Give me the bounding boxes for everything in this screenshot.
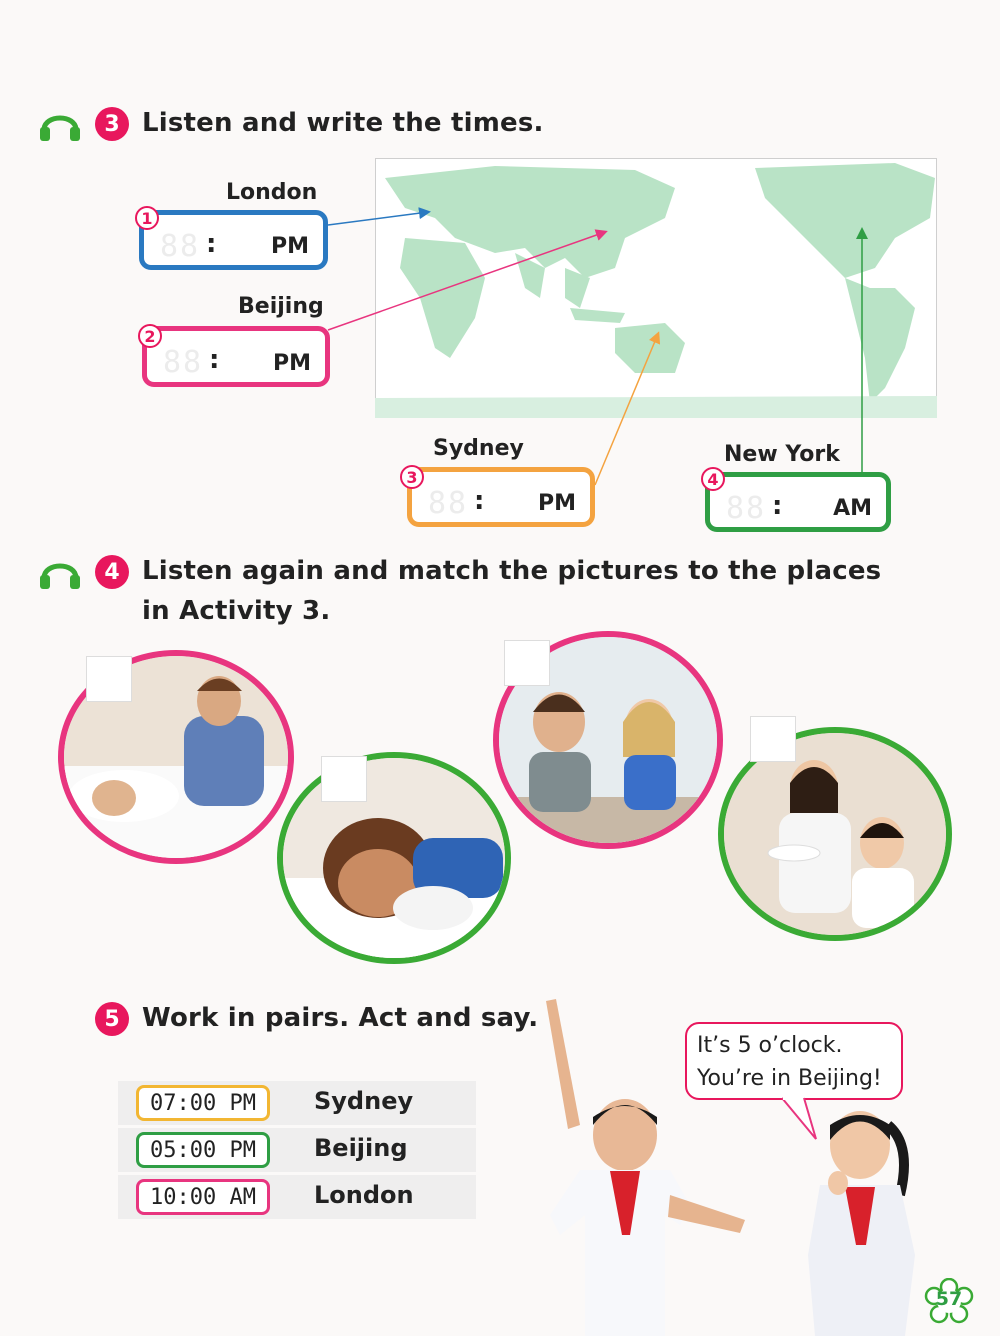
london-clock[interactable]: [139, 210, 328, 270]
sydney-clock-hours: 88: [428, 486, 469, 521]
newyork-clock-hours: 88: [726, 491, 767, 526]
photo-sleeping: [277, 752, 511, 964]
beijing-clock[interactable]: [142, 326, 330, 387]
sydney-arrow: [595, 334, 658, 485]
beijing-clock-hours: 88: [163, 345, 204, 380]
beijing-label: Beijing: [238, 294, 324, 319]
london-arrow: [328, 212, 428, 225]
sydney-label: Sydney: [433, 436, 524, 461]
photo-sleeping-art: [283, 758, 505, 958]
newyork-label: New York: [724, 442, 840, 467]
speech-line-1: It’s 5 o’clock.: [697, 1033, 843, 1058]
photo-dinner-art: [724, 733, 946, 935]
headphones-icon: [38, 556, 82, 590]
newyork-clock-ampm: AM: [833, 496, 872, 521]
beijing-clock-ampm: PM: [272, 351, 311, 376]
activity-5-badge: 5: [95, 1002, 129, 1036]
clock-3-badge: 3: [400, 465, 424, 489]
answer-box-photo-1[interactable]: [86, 656, 132, 702]
sydney-clock[interactable]: [407, 467, 595, 527]
london-time: 10:00 AM: [136, 1179, 270, 1215]
sydney-time: 07:00 PM: [136, 1085, 270, 1121]
activity-3-instruction: Listen and write the times.: [142, 108, 544, 138]
clock-1-badge: 1: [135, 206, 159, 230]
activity-4-instruction-line1: Listen again and match the pictures to the places: [142, 556, 882, 586]
sydney-clock-colon: :: [474, 486, 485, 516]
speech-line-2: You’re in Beijing!: [697, 1066, 882, 1091]
newyork-clock-colon: :: [772, 491, 783, 521]
page-number: 57: [935, 1288, 963, 1310]
activity-4-badge: 4: [95, 555, 129, 589]
table-row: [118, 1081, 476, 1125]
answer-box-photo-2[interactable]: [321, 756, 367, 802]
beijing-clock-colon: :: [209, 345, 220, 375]
beijing-arrow: [328, 232, 605, 330]
london-city: London: [314, 1181, 414, 1209]
activity-3-badge: 3: [95, 107, 129, 141]
activity-4-instruction-line2: in Activity 3.: [142, 596, 331, 626]
beijing-time: 05:00 PM: [136, 1132, 270, 1168]
london-label: London: [226, 180, 318, 205]
london-clock-hours: 88: [160, 229, 201, 264]
answer-box-photo-3[interactable]: [504, 640, 550, 686]
london-clock-ampm: PM: [270, 234, 309, 259]
clock-2-badge: 2: [138, 324, 162, 348]
newyork-clock[interactable]: [705, 472, 891, 532]
children-illustration: [540, 995, 940, 1336]
london-clock-colon: :: [206, 229, 217, 259]
answer-box-photo-4[interactable]: [750, 716, 796, 762]
table-row: [118, 1128, 476, 1172]
clock-4-badge: 4: [701, 467, 725, 491]
activity-5-instruction: Work in pairs. Act and say.: [142, 1003, 539, 1033]
table-row: [118, 1175, 476, 1219]
beijing-city: Beijing: [314, 1134, 408, 1162]
sydney-clock-ampm: PM: [537, 491, 576, 516]
sydney-city: Sydney: [314, 1087, 414, 1115]
